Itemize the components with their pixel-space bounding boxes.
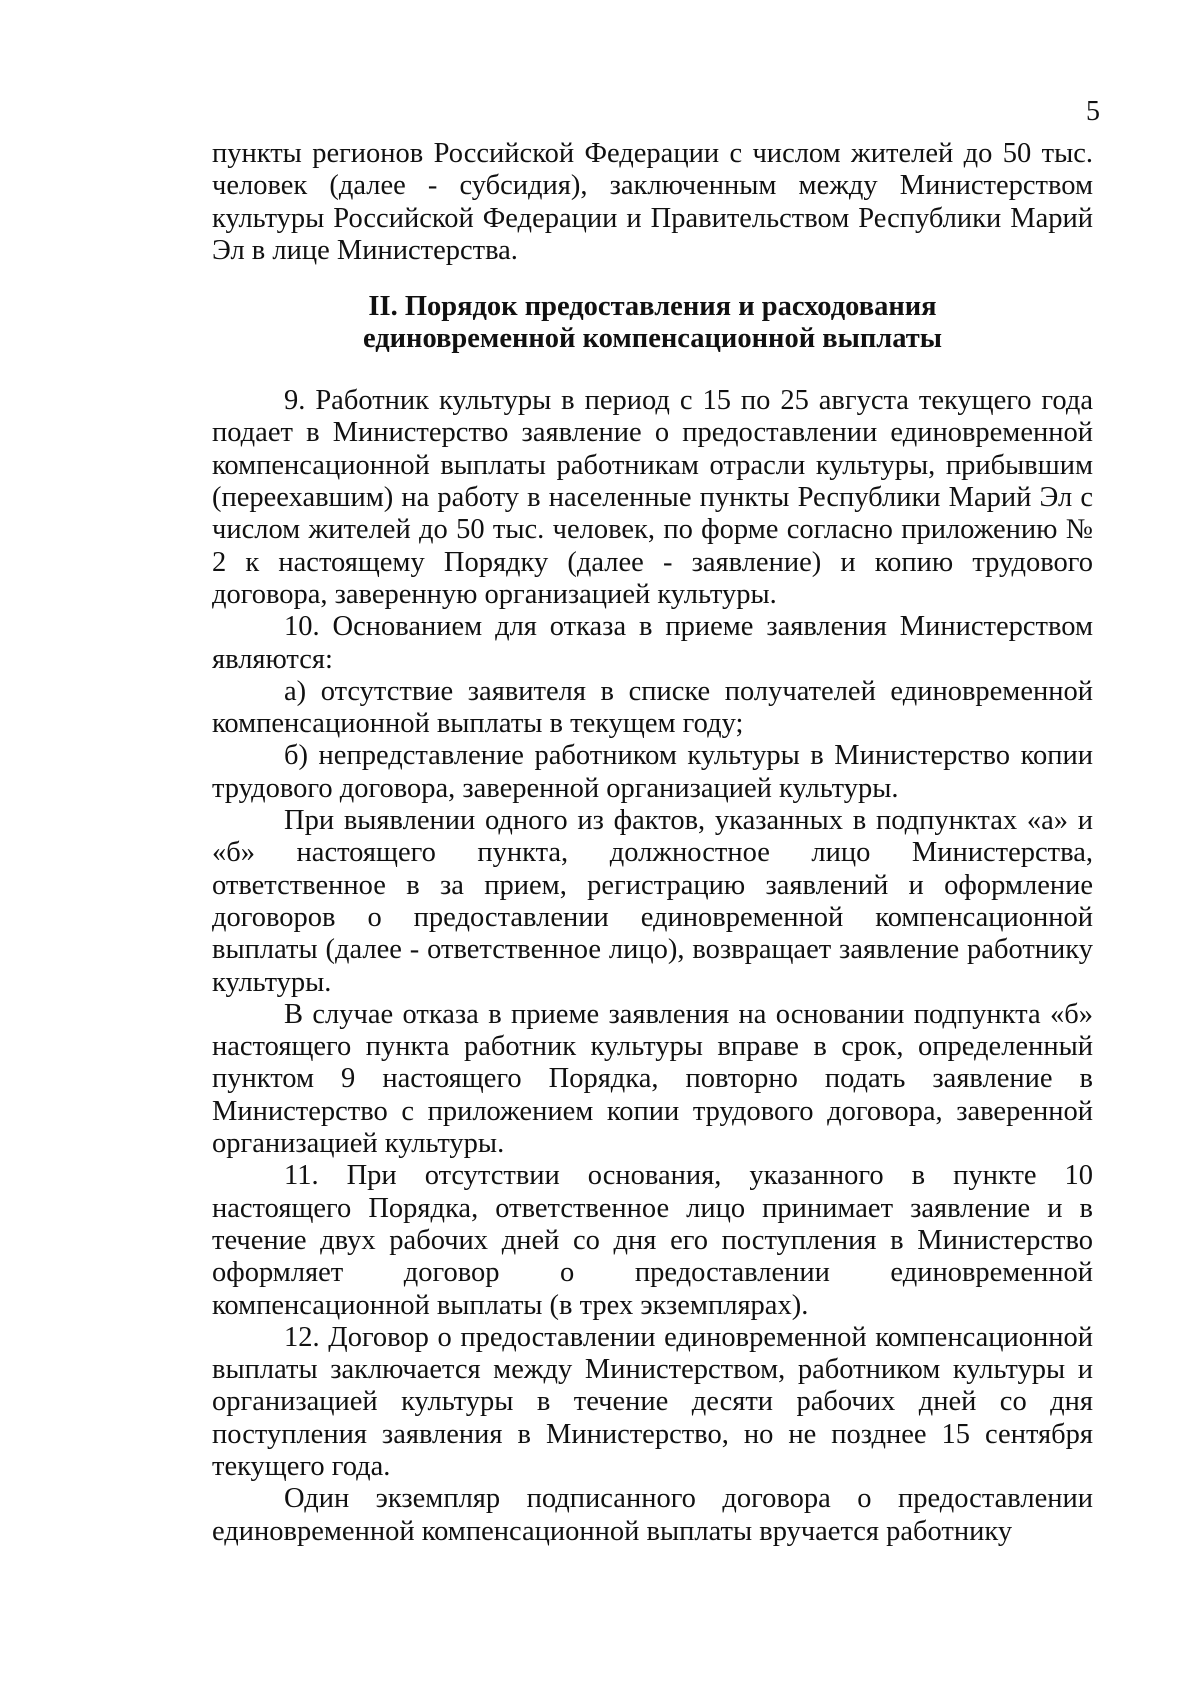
paragraph-10-subitem-b: б) непредставление работником культуры в Министерство копии трудового договора, заверенной организацией культуры. xyxy=(212,740,1093,804)
paragraph-11: 11. При отсутствии основания, указанного в пункте 10 настоящего Порядка, ответственное лицо принимает заявление и в течение двух рабочих дней со дня его поступления в Министерство оформляет договор о предоставлении единовременной компенсационной выплаты (в трех экземплярах). xyxy=(212,1160,1093,1321)
intro-paragraph: пункты регионов Российской Федерации с числом жителей до 50 тыс. человек (далее - субсидия), заключенным между Министерством культуры Российской Федерации и Правительством Республики Марий Эл в лице Министерства. xyxy=(212,138,1093,266)
paragraph-12: 12. Договор о предоставлении единовременной компенсационной выплаты заключается между Министерством, работником культуры и организацией культуры в течение десяти рабочих дней со дня поступления заявления в Министерство, но не позднее 15 сентября текущего года. xyxy=(212,1321,1093,1482)
page-number: 5 xyxy=(1086,96,1100,127)
paragraph-10: 10. Основанием для отказа в приеме заявления Министерством являются: xyxy=(212,611,1093,675)
paragraph-10-resubmission-rule: В случае отказа в приеме заявления на основании подпункта «б» настоящего пункта работник культуры вправе в срок, определенный пунктом 9 настоящего Порядка, повторно подать заявление в Министерство с приложением копии трудового договора, заверенной организацией культуры. xyxy=(212,998,1093,1160)
section-heading-line-2: единовременной компенсационной выплаты xyxy=(362,323,943,355)
paragraph-10-subitem-a: а) отсутствие заявителя в списке получателей единовременной компенсационной выплаты в текущем году; xyxy=(212,675,1093,740)
document-body xyxy=(212,138,1093,1548)
paragraph-10-return-rule: При выявлении одного из фактов, указанных в подпунктах «а» и «б» настоящего пункта, должностное лицо Министерства, ответственное в за прием, регистрацию заявлений и оформление договоров о предоставлении единовременной компенсационной выплаты (далее - ответственное лицо), возвращает заявление работнику культуры. xyxy=(212,805,1093,998)
paragraph-12-copy-delivery: Один экземпляр подписанного договора о предоставлении единовременной компенсационной выплаты вручается работнику xyxy=(212,1483,1093,1547)
section-heading-line-1: II. Порядок предоставления и расходования xyxy=(368,291,937,323)
section-heading xyxy=(212,291,1093,355)
paragraph-9: 9. Работник культуры в период с 15 по 25 августа текущего года подает в Министерство заявление о предоставлении единовременной компенсационной выплаты работникам отрасли культуры, прибывшим (переехавшим) на работу в населенные пункты Республики Марий Эл с числом жителей до 50 тыс. человек, по форме согласно приложению № 2 к настоящему Порядку (далее - заявление) и копию трудового договора, заверенную организацией культуры. xyxy=(212,385,1093,610)
